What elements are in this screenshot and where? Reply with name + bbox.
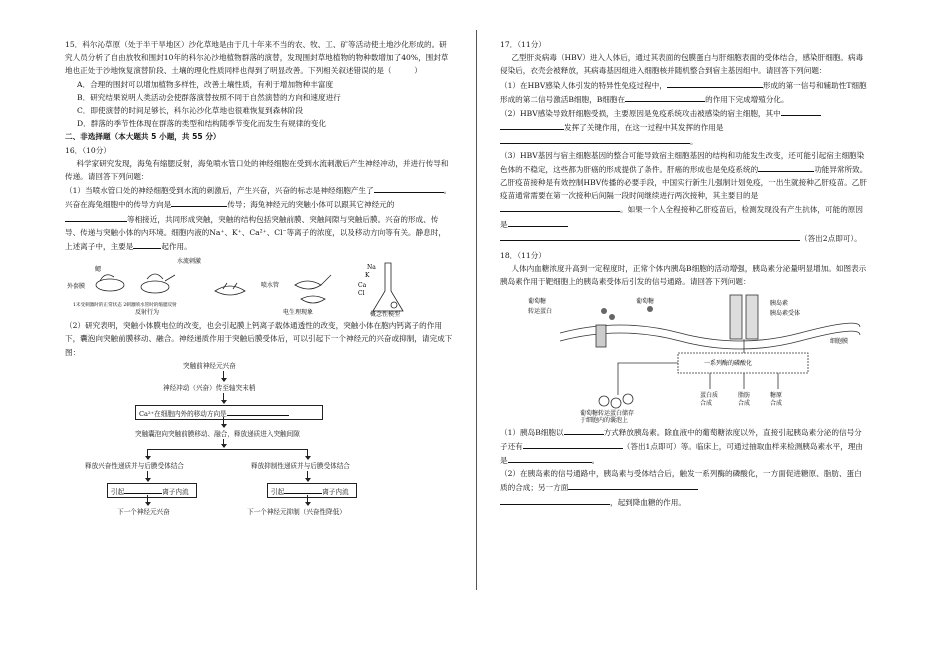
fig-label-k: K [365,272,370,280]
flow-arrow [147,449,148,459]
q17-part3: （3）HBV基因与宿主细胞基因的整合可能导致宿主细胞基因的结构和功能发生改变，还可能引起宿主细胞染色体的不稳定，这些都为肝癌的形成提供了条件。肝癌的形成也是免疫系统的 功能异常所致。乙肝疫苗接种是有效控制HBV传播的必要手段，中国实行新生儿强制计划免疫，一出生就接种乙肝疫苗。乙肝疫苗通常需要在第一次接种后间隔一段时间继续进行两次接种，其主要目的是。如果一个人全程接种乙肝疫苗后，检测发现没有产生抗体，可能的原因是 （答出2点即可）。 [500,150,868,243]
flow-arrow [223,393,224,403]
flow-node-next-excite: 下一个神经元兴奋 [117,507,170,516]
answer-blank[interactable] [171,197,227,207]
label-vesicle-a: 葡萄糖转运蛋白储存 [580,409,635,417]
answer-blank[interactable] [500,202,620,212]
flow-node-impulse: 神经冲动（兴奋）传至轴突末梢 [163,383,256,392]
answer-blank[interactable] [564,425,604,435]
flow-arrow [223,371,224,381]
flow-arrow [147,495,148,505]
sea-hare-figure [65,255,453,317]
flow-arrow [307,495,308,505]
answer-blank[interactable] [508,453,592,463]
answer-blank[interactable] [227,406,289,416]
answer-blank[interactable] [500,134,690,144]
label-insulin: 胰岛素 [770,299,789,307]
fig-caption-states: 1未受刺激时的正常状态 2刺激喷水管时的缩腮反射 [73,303,177,309]
label-glycogen-b: 合成 [770,399,783,407]
section-heading: 二、非选择题（本大题共 5 小题，共 55 分） [65,132,221,142]
answer-blank[interactable] [500,231,800,241]
fig-label-mantle: 外套膜 [67,283,86,291]
q18-intro: 人体内血糖浓度升高到一定程度时，正常个体内胰岛B细胞的活动增强，胰岛素分泌量明显增加。如图表示胰岛素作用于靶细胞上的胰岛素受体后引发的信号通路。请回答下列问题： [500,264,867,287]
q17-part1: （1）在HBV感染人体引发的特异性免疫过程中， 形成的第一信号和辅助性T细胞形成的第二信号激活B细胞，B细胞在 的作用下完成增殖分化。 [500,78,868,106]
fig-caption-electro: 电生理现象 [283,309,314,317]
fig-label-cl: Cl [358,290,365,298]
q18-part1: （1）胰岛B细胞以 方式释放胰岛素。除血液中的葡萄糖浓度以外，直接引起胰岛素分泌的信号分子还有 （答出1点即可）等。临床上，可通过抽取血样来检测胰岛素水平，理由是 。 [500,425,868,468]
label-protein-b: 合成 [700,399,713,407]
q18-part2: （2）在胰岛素的信号通路中，胰岛素与受体结合后，触发一系列酶的磷酸化，一方面促进糖原、脂肪、蛋白质的合成；另一方面 ，起到降血糖的作用。 [500,469,862,507]
label-vesicle-b: 于细胞内的囊泡上 [580,416,629,423]
flow-split-line [147,449,307,450]
q15-option-c: C．即使演替的时间足够长，科尔沁沙化草地也很难恢复到森林阶段 [77,106,304,116]
flow-node-start: 突触前神经元兴奋 [183,361,236,370]
q17-part2: （2）HBV感染导致肝细胞受损，主要原因是免疫系统攻击被感染的宿主细胞，其中 发挥了关键作用，在这一过程中其发挥的作用是 。 [500,106,868,149]
label-glucose-a: 葡萄糖 [528,297,547,305]
fig-label-water: 水流刺激 [177,258,202,266]
label-fat: 脂肪 [738,391,751,399]
label-cascade: 一系列酶的磷酸化 [704,359,753,367]
label-protein: 蛋白质 [700,391,719,399]
q15-option-d: D．群落的季节性体现在群落的类型和结构随季节变化而发生有规律的变化 [77,119,327,129]
flow-arrow [147,471,148,481]
q16-intro: 科学家研究发现，海兔有缩腮反射，海兔喷水管口处的神经细胞在受到水流刺激后产生神经冲动，并进行传导和传递。请回答下列问题： [65,158,449,182]
q16-part2: （2）研究表明，突触小体膜电位的改变，也会引起膜上钙离子载体通透性的改变，突触小体在胞内钙离子的作用下，囊泡向突触前膜移动、融合。神经递质作用于突触后膜受体后，可以引起下一个神经元的兴奋或抑制，请完成下图： [65,321,453,357]
answer-blank[interactable] [625,92,705,102]
fig-caption-model: 概念性模型 [370,311,401,318]
q16-figure [65,255,453,317]
insulin-pathway-diagram [500,291,868,423]
answer-blank[interactable] [500,120,564,130]
label-glucose-b: 葡萄糖 [636,297,655,305]
flow-node-calcium: Ca²⁺在细胞内外的移动方向是 [135,405,323,420]
flow-node-excitatory: 释放兴奋性递质并与后膜受体结合 [85,461,184,470]
q18-head: 18．（11分） [500,251,546,261]
flow-node-ion-a: 引起 离子内流 [107,483,197,498]
fig-label-gill: 鳃 [95,266,102,274]
q16-part1: （1）当喷水管口处的神经细胞受到水流的刺激后，产生兴奋，兴奋的标志是神经细胞产生了 。兴奋在海兔细胞中的传导方向是 传导；海兔神经元的突触小体可以跟其它神经元的等相接近，共同形成突触，突触的结构包括突触前膜、突触间隙与突触后膜。兴奋的形成、传导、传递与突触小体的内环境。细胞内液的Na⁺、K⁺、Ca²⁺、Cl⁻等离子的浓度，以及移动方向等有关。静息时，上述离子中，主要是 起作用。 [65,183,453,253]
answer-blank[interactable] [284,484,322,494]
fig-caption-reflex: 反射行为 [135,309,160,317]
answer-blank[interactable] [667,78,763,88]
answer-blank[interactable] [523,439,623,449]
right-column [500,38,868,509]
answer-blank[interactable] [781,106,821,116]
flow-node-vesicle: 突触囊泡向突触前膜移动、融合，释放递质进入突触间隙 [135,429,300,438]
flow-arrow [307,471,308,481]
answer-blank[interactable] [133,239,161,249]
insulin-signal-figure [500,291,868,423]
answer-blank[interactable] [124,484,162,494]
label-receptor: 胰岛素受体 [770,309,801,317]
answer-blank[interactable] [758,162,814,172]
answer-blank[interactable] [374,183,444,193]
q15-stem: 15．科尔沁草原（处于半干旱地区）沙化草地是由于几十年来不当的农、牧、工、矿等活动使土地沙化形成的。研究人员分析了自由放牧和围封10年的科尔沁沙地植物群落的演替，发现围封草地植物的物种数增加了40%，围封草地也正处于沙地恢复演替阶段、土壤的理化性质同样也得到了明显改善。下列相关叙述错误的是（ ） [65,40,449,76]
flow-node-ion-b: 引起 离子内流 [267,483,357,498]
q16-flowchart [65,361,453,541]
column-divider [476,30,477,590]
flow-arrow [307,449,308,459]
label-membrane: 细胞膜 [830,337,849,345]
flow-arrow [223,417,224,427]
q16-head: 16．（10分） [65,145,111,155]
q17-intro: 乙型肝炎病毒（HBV）进入人体后，通过其表面的包膜蛋白与肝细胞表面的受体结合，感染肝细胞。病毒侵染后，衣壳会被释放，其病毒基因组进入细胞核并随机整合到宿主基因组中。请回答下列问题： [500,53,864,76]
flow-node-inhibitory: 释放抑制性递质并与后膜受体结合 [251,461,350,470]
answer-blank[interactable] [65,212,127,222]
flow-node-next-inhibit: 下一个神经元抑制（兴奋性降低） [247,507,346,516]
flow-arrow [223,439,224,447]
label-transporter: 转运蛋白 [528,307,553,315]
fig-label-siphon: 喷水管 [261,282,280,290]
answer-blank[interactable] [508,217,568,227]
fig-label-na: Na [367,264,376,272]
q15-option-a: A．合理的围封可以增加植物多样性，改善土壤性质，有利于增加物种丰富度 [77,79,334,89]
label-glycogen: 糖原 [770,391,783,399]
label-fat-b: 合成 [738,399,751,407]
q15-option-b: B．研究结果说明人类活动会使群落演替按照不同于自然演替的方向和速度进行 [77,92,341,102]
answer-blank[interactable] [500,495,610,505]
left-column [65,38,453,541]
answer-blank[interactable] [568,480,698,490]
q17-head: 17．（11分） [500,40,546,49]
fig-label-ca: Ca [358,282,367,290]
